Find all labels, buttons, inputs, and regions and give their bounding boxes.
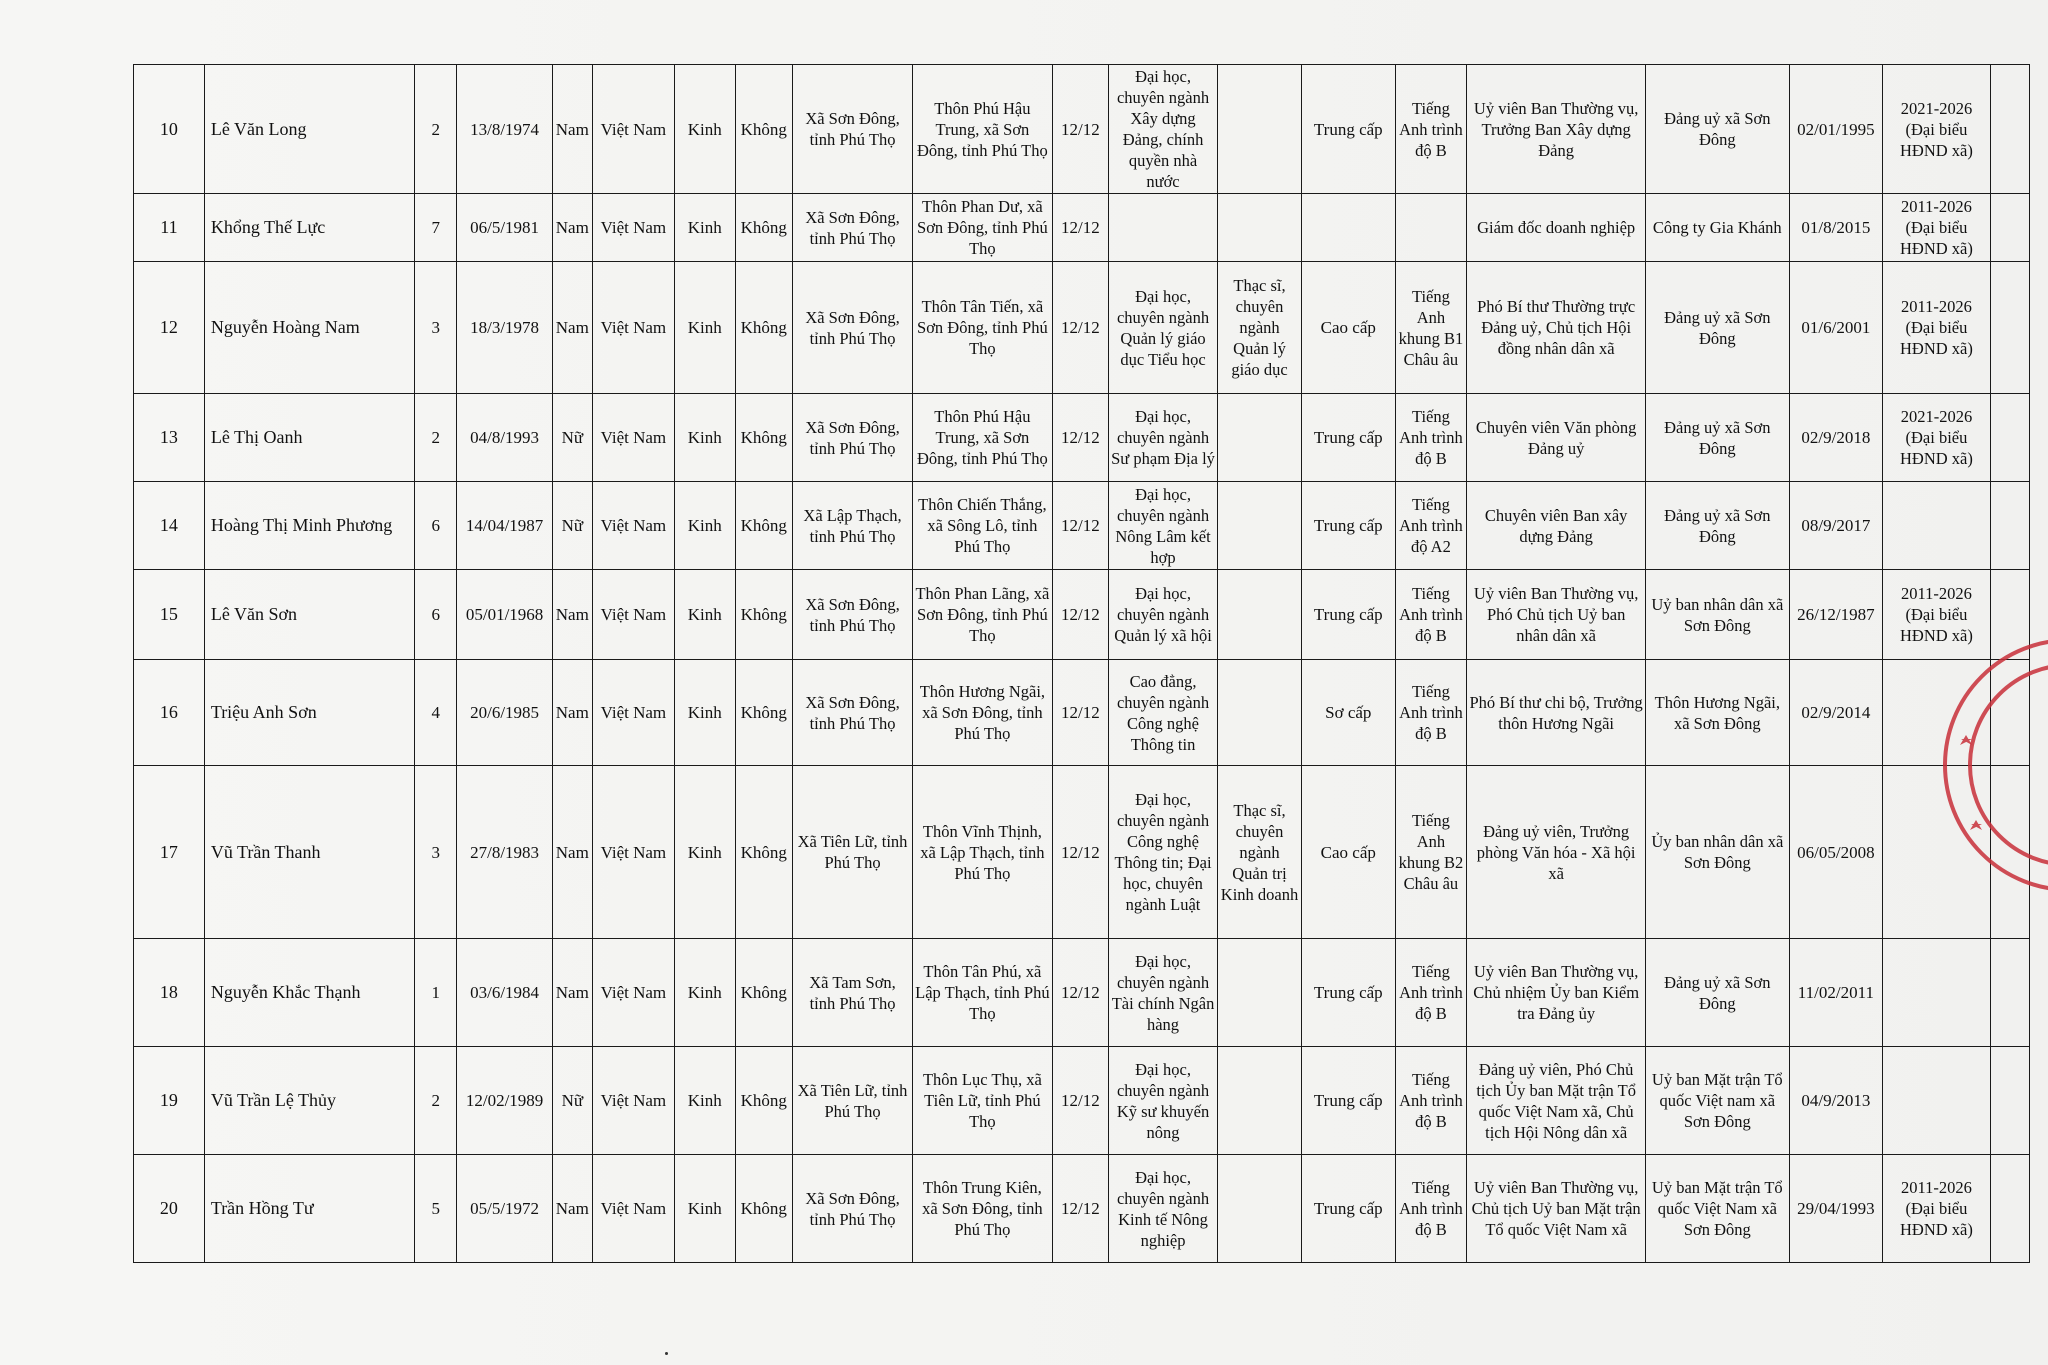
cell-nationality: Việt Nam xyxy=(592,1155,674,1263)
cell-extra xyxy=(1990,660,2029,766)
cell-religion: Không xyxy=(735,939,792,1047)
cell-general-edu: 12/12 xyxy=(1052,570,1108,660)
cell-religion: Không xyxy=(735,394,792,482)
cell-degree xyxy=(1217,1155,1301,1263)
cell-council xyxy=(1883,1047,1991,1155)
cell-gender: Nữ xyxy=(552,1047,592,1155)
cell-name: Hoàng Thị Minh Phương xyxy=(204,482,414,570)
cell-major: Đại học, chuyên ngành Sư phạm Địa lý xyxy=(1109,394,1218,482)
table-row xyxy=(134,570,2030,660)
cell-degree: Thạc sĩ, chuyên ngành Quản lý giáo dục xyxy=(1217,262,1301,394)
cell-stt: 19 xyxy=(134,1047,205,1155)
cell-language: Tiếng Anh trình độ B xyxy=(1395,1155,1467,1263)
cell-nationality: Việt Nam xyxy=(592,482,674,570)
cell-general-edu: 12/12 xyxy=(1052,1047,1108,1155)
cell-religion: Không xyxy=(735,570,792,660)
cell-dob: 20/6/1985 xyxy=(457,660,552,766)
cell-extra xyxy=(1990,1155,2029,1263)
cell-workplace: Uỷ ban Mặt trận Tổ quốc Việt nam xã Sơn Đông xyxy=(1645,1047,1789,1155)
cell-position: Phó Bí thư chi bộ, Trưởng thôn Hương Ngãi xyxy=(1467,660,1646,766)
cell-workplace: Đảng uỷ xã Sơn Đông xyxy=(1645,262,1789,394)
cell-stt: 11 xyxy=(134,194,205,262)
cell-religion: Không xyxy=(735,482,792,570)
cell-major: Đại học, chuyên ngành Kỹ sư khuyến nông xyxy=(1109,1047,1218,1155)
cell-hometown: Xã Tiên Lữ, tỉnh Phú Thọ xyxy=(792,1047,912,1155)
cell-nationality: Việt Nam xyxy=(592,194,674,262)
cell-gender: Nam xyxy=(552,65,592,194)
cell-position: Đảng uỷ viên, Trưởng phòng Văn hóa - Xã hội xã xyxy=(1467,766,1646,939)
table-row xyxy=(134,939,2030,1047)
cell-council: 2021-2026 (Đại biểu HĐND xã) xyxy=(1883,394,1991,482)
cell-name: Triệu Anh Sơn xyxy=(204,660,414,766)
cell-extra xyxy=(1990,194,2029,262)
cell-general-edu: 12/12 xyxy=(1052,194,1108,262)
cell-nationality: Việt Nam xyxy=(592,570,674,660)
cell-hometown: Xã Sơn Đông, tỉnh Phú Thọ xyxy=(792,660,912,766)
cell-col3: 6 xyxy=(415,482,457,570)
cell-workplace: Đảng uỷ xã Sơn Đông xyxy=(1645,482,1789,570)
cell-general-edu: 12/12 xyxy=(1052,482,1108,570)
cell-ethnic: Kinh xyxy=(674,1155,735,1263)
table-row xyxy=(134,65,2030,194)
cell-stt: 18 xyxy=(134,939,205,1047)
cell-position: Đảng uỷ viên, Phó Chủ tịch Ủy ban Mặt trận Tổ quốc Việt Nam xã, Chủ tịch Hội Nông dân xã xyxy=(1467,1047,1646,1155)
cell-dob: 13/8/1974 xyxy=(457,65,552,194)
cell-name: Lê Thị Oanh xyxy=(204,394,414,482)
cell-position: Chuyên viên Ban xây dựng Đảng xyxy=(1467,482,1646,570)
cell-degree xyxy=(1217,65,1301,194)
cell-religion: Không xyxy=(735,1155,792,1263)
cell-party-date: 02/01/1995 xyxy=(1789,65,1882,194)
cell-residence: Thôn Tân Tiến, xã Sơn Đông, tỉnh Phú Thọ xyxy=(913,262,1053,394)
cell-ethnic: Kinh xyxy=(674,65,735,194)
cell-col3: 2 xyxy=(415,394,457,482)
cell-language: Tiếng Anh trình độ B xyxy=(1395,1047,1467,1155)
cell-party-date: 04/9/2013 xyxy=(1789,1047,1882,1155)
cell-hometown: Xã Lập Thạch, tỉnh Phú Thọ xyxy=(792,482,912,570)
cell-degree xyxy=(1217,939,1301,1047)
cell-religion: Không xyxy=(735,660,792,766)
cell-nationality: Việt Nam xyxy=(592,660,674,766)
cell-religion: Không xyxy=(735,262,792,394)
cell-party-date: 01/8/2015 xyxy=(1789,194,1882,262)
speck xyxy=(665,1352,668,1355)
cell-residence: Thôn Vĩnh Thịnh, xã Lập Thạch, tỉnh Phú Thọ xyxy=(913,766,1053,939)
cell-party-date: 02/9/2014 xyxy=(1789,660,1882,766)
cell-gender: Nữ xyxy=(552,394,592,482)
cell-degree xyxy=(1217,660,1301,766)
cell-residence: Thôn Tân Phú, xã Lập Thạch, tỉnh Phú Thọ xyxy=(913,939,1053,1047)
cell-col3: 3 xyxy=(415,262,457,394)
cell-dob: 04/8/1993 xyxy=(457,394,552,482)
cell-language: Tiếng Anh khung B2 Châu âu xyxy=(1395,766,1467,939)
cell-council: 2011-2026 (Đại biểu HĐND xã) xyxy=(1883,570,1991,660)
cell-residence: Thôn Phan Dư, xã Sơn Đông, tỉnh Phú Thọ xyxy=(913,194,1053,262)
cell-workplace: Uỷ ban nhân dân xã Sơn Đông xyxy=(1645,570,1789,660)
cell-nationality: Việt Nam xyxy=(592,65,674,194)
cell-name: Lê Văn Sơn xyxy=(204,570,414,660)
cell-political: Trung cấp xyxy=(1302,1155,1395,1263)
cell-residence: Thôn Phan Lãng, xã Sơn Đông, tỉnh Phú Thọ xyxy=(913,570,1053,660)
cell-col3: 7 xyxy=(415,194,457,262)
cell-political xyxy=(1302,194,1395,262)
cell-ethnic: Kinh xyxy=(674,766,735,939)
cell-degree xyxy=(1217,194,1301,262)
cell-name: Trần Hồng Tư xyxy=(204,1155,414,1263)
cell-council: 2011-2026 (Đại biểu HĐND xã) xyxy=(1883,1155,1991,1263)
cell-major: Đại học, chuyên ngành Kinh tế Nông nghiệp xyxy=(1109,1155,1218,1263)
cell-hometown: Xã Sơn Đông, tỉnh Phú Thọ xyxy=(792,570,912,660)
cell-gender: Nam xyxy=(552,262,592,394)
cell-ethnic: Kinh xyxy=(674,194,735,262)
cell-residence: Thôn Phú Hậu Trung, xã Sơn Đông, tỉnh Phú Thọ xyxy=(913,394,1053,482)
cell-col3: 2 xyxy=(415,65,457,194)
cell-council xyxy=(1883,939,1991,1047)
cell-religion: Không xyxy=(735,65,792,194)
cell-religion: Không xyxy=(735,194,792,262)
cell-workplace: Uỷ ban Mặt trận Tổ quốc Việt Nam xã Sơn Đông xyxy=(1645,1155,1789,1263)
cell-workplace: Ủy ban nhân dân xã Sơn Đông xyxy=(1645,766,1789,939)
cell-major: Cao đẳng, chuyên ngành Công nghệ Thông tin xyxy=(1109,660,1218,766)
table-row xyxy=(134,1047,2030,1155)
cell-extra xyxy=(1990,482,2029,570)
cell-political: Trung cấp xyxy=(1302,570,1395,660)
cell-language: Tiếng Anh trình độ A2 xyxy=(1395,482,1467,570)
cell-political: Trung cấp xyxy=(1302,65,1395,194)
cell-major: Đại học, chuyên ngành Nông Lâm kết hợp xyxy=(1109,482,1218,570)
cell-council xyxy=(1883,766,1991,939)
cell-name: Khổng Thế Lực xyxy=(204,194,414,262)
cell-general-edu: 12/12 xyxy=(1052,394,1108,482)
cell-major: Đại học, chuyên ngành Xây dựng Đảng, chính quyền nhà nước xyxy=(1109,65,1218,194)
cell-hometown: Xã Tam Sơn, tỉnh Phú Thọ xyxy=(792,939,912,1047)
cell-workplace: Đảng uỷ xã Sơn Đông xyxy=(1645,65,1789,194)
cell-extra xyxy=(1990,766,2029,939)
cell-language: Tiếng Anh trình độ B xyxy=(1395,570,1467,660)
cell-major: Đại học, chuyên ngành Quản lý giáo dục Tiểu học xyxy=(1109,262,1218,394)
cell-language: Tiếng Anh trình độ B xyxy=(1395,394,1467,482)
cell-hometown: Xã Sơn Đông, tỉnh Phú Thọ xyxy=(792,394,912,482)
cell-dob: 05/5/1972 xyxy=(457,1155,552,1263)
cell-position: Giám đốc doanh nghiệp xyxy=(1467,194,1646,262)
cell-religion: Không xyxy=(735,1047,792,1155)
cell-degree: Thạc sĩ, chuyên ngành Quản trị Kinh doanh xyxy=(1217,766,1301,939)
table-row xyxy=(134,660,2030,766)
cell-name: Nguyễn Khắc Thạnh xyxy=(204,939,414,1047)
cell-gender: Nam xyxy=(552,570,592,660)
cell-major xyxy=(1109,194,1218,262)
cell-nationality: Việt Nam xyxy=(592,766,674,939)
cell-party-date: 06/05/2008 xyxy=(1789,766,1882,939)
cell-dob: 14/04/1987 xyxy=(457,482,552,570)
cell-gender: Nam xyxy=(552,766,592,939)
cell-residence: Thôn Phú Hậu Trung, xã Sơn Đông, tỉnh Phú Thọ xyxy=(913,65,1053,194)
cell-hometown: Xã Tiên Lữ, tỉnh Phú Thọ xyxy=(792,766,912,939)
cell-extra xyxy=(1990,1047,2029,1155)
cell-language: Tiếng Anh trình độ B xyxy=(1395,939,1467,1047)
cell-council xyxy=(1883,482,1991,570)
cell-degree xyxy=(1217,482,1301,570)
cell-party-date: 02/9/2018 xyxy=(1789,394,1882,482)
cell-party-date: 26/12/1987 xyxy=(1789,570,1882,660)
cell-name: Vũ Trần Thanh xyxy=(204,766,414,939)
cell-party-date: 11/02/2011 xyxy=(1789,939,1882,1047)
cell-position: Phó Bí thư Thường trực Đảng uỷ, Chủ tịch Hội đồng nhân dân xã xyxy=(1467,262,1646,394)
cell-general-edu: 12/12 xyxy=(1052,65,1108,194)
cell-major: Đại học, chuyên ngành Công nghệ Thông tin; Đại học, chuyên ngành Luật xyxy=(1109,766,1218,939)
table-body xyxy=(134,65,2030,1263)
cell-hometown: Xã Sơn Đông, tỉnh Phú Thọ xyxy=(792,65,912,194)
cell-extra xyxy=(1990,65,2029,194)
cell-party-date: 29/04/1993 xyxy=(1789,1155,1882,1263)
cell-political: Trung cấp xyxy=(1302,939,1395,1047)
cell-gender: Nữ xyxy=(552,482,592,570)
cell-gender: Nam xyxy=(552,194,592,262)
cell-extra xyxy=(1990,262,2029,394)
cell-col3: 4 xyxy=(415,660,457,766)
table-row xyxy=(134,482,2030,570)
cell-workplace: Đảng uỷ xã Sơn Đông xyxy=(1645,939,1789,1047)
cell-nationality: Việt Nam xyxy=(592,262,674,394)
cell-nationality: Việt Nam xyxy=(592,939,674,1047)
table-row xyxy=(134,262,2030,394)
cell-ethnic: Kinh xyxy=(674,394,735,482)
cell-position: Uỷ viên Ban Thường vụ, Phó Chủ tịch Uỷ ban nhân dân xã xyxy=(1467,570,1646,660)
cell-workplace: Công ty Gia Khánh xyxy=(1645,194,1789,262)
cell-hometown: Xã Sơn Đông, tỉnh Phú Thọ xyxy=(792,262,912,394)
cell-political: Sơ cấp xyxy=(1302,660,1395,766)
cell-ethnic: Kinh xyxy=(674,262,735,394)
table-row xyxy=(134,766,2030,939)
cell-extra xyxy=(1990,394,2029,482)
cell-name: Lê Văn Long xyxy=(204,65,414,194)
cell-name: Nguyễn Hoàng Nam xyxy=(204,262,414,394)
cell-residence: Thôn Hương Ngãi, xã Sơn Đông, tỉnh Phú Thọ xyxy=(913,660,1053,766)
cell-stt: 13 xyxy=(134,394,205,482)
cell-position: Uỷ viên Ban Thường vụ, Chủ nhiệm Ủy ban Kiểm tra Đảng ủy xyxy=(1467,939,1646,1047)
cell-stt: 14 xyxy=(134,482,205,570)
table-row xyxy=(134,394,2030,482)
cell-general-edu: 12/12 xyxy=(1052,1155,1108,1263)
cell-hometown: Xã Sơn Đông, tỉnh Phú Thọ xyxy=(792,1155,912,1263)
table-row xyxy=(134,1155,2030,1263)
cell-council xyxy=(1883,660,1991,766)
cell-general-edu: 12/12 xyxy=(1052,766,1108,939)
cell-dob: 27/8/1983 xyxy=(457,766,552,939)
cell-general-edu: 12/12 xyxy=(1052,939,1108,1047)
cell-col3: 5 xyxy=(415,1155,457,1263)
cell-stt: 17 xyxy=(134,766,205,939)
cell-workplace: Đảng uỷ xã Sơn Đông xyxy=(1645,394,1789,482)
cell-general-edu: 12/12 xyxy=(1052,262,1108,394)
cell-col3: 1 xyxy=(415,939,457,1047)
cell-ethnic: Kinh xyxy=(674,660,735,766)
cell-ethnic: Kinh xyxy=(674,570,735,660)
cell-ethnic: Kinh xyxy=(674,1047,735,1155)
cell-hometown: Xã Sơn Đông, tỉnh Phú Thọ xyxy=(792,194,912,262)
cell-dob: 18/3/1978 xyxy=(457,262,552,394)
cell-language xyxy=(1395,194,1467,262)
cell-dob: 05/01/1968 xyxy=(457,570,552,660)
cell-gender: Nam xyxy=(552,1155,592,1263)
cell-stt: 16 xyxy=(134,660,205,766)
cell-degree xyxy=(1217,394,1301,482)
cell-residence: Thôn Trung Kiên, xã Sơn Đông, tỉnh Phú Thọ xyxy=(913,1155,1053,1263)
cell-col3: 6 xyxy=(415,570,457,660)
cell-position: Chuyên viên Văn phòng Đảng uỷ xyxy=(1467,394,1646,482)
cell-stt: 10 xyxy=(134,65,205,194)
cell-col3: 2 xyxy=(415,1047,457,1155)
cell-nationality: Việt Nam xyxy=(592,1047,674,1155)
cell-council: 2021-2026 (Đại biểu HĐND xã) xyxy=(1883,65,1991,194)
cell-political: Trung cấp xyxy=(1302,394,1395,482)
cell-dob: 06/5/1981 xyxy=(457,194,552,262)
cell-dob: 12/02/1989 xyxy=(457,1047,552,1155)
cell-council: 2011-2026 (Đại biểu HĐND xã) xyxy=(1883,194,1991,262)
table-row xyxy=(134,194,2030,262)
cell-general-edu: 12/12 xyxy=(1052,660,1108,766)
cell-political: Trung cấp xyxy=(1302,482,1395,570)
cell-degree xyxy=(1217,1047,1301,1155)
cell-stt: 15 xyxy=(134,570,205,660)
cell-name: Vũ Trần Lệ Thủy xyxy=(204,1047,414,1155)
cell-position: Uỷ viên Ban Thường vụ, Trưởng Ban Xây dựng Đảng xyxy=(1467,65,1646,194)
candidate-table xyxy=(133,64,2030,1263)
cell-stt: 12 xyxy=(134,262,205,394)
cell-col3: 3 xyxy=(415,766,457,939)
cell-dob: 03/6/1984 xyxy=(457,939,552,1047)
cell-stt: 20 xyxy=(134,1155,205,1263)
cell-language: Tiếng Anh trình độ B xyxy=(1395,660,1467,766)
cell-residence: Thôn Chiến Thắng, xã Sông Lô, tỉnh Phú Thọ xyxy=(913,482,1053,570)
cell-ethnic: Kinh xyxy=(674,482,735,570)
cell-political: Cao cấp xyxy=(1302,262,1395,394)
cell-residence: Thôn Lục Thụ, xã Tiên Lữ, tỉnh Phú Thọ xyxy=(913,1047,1053,1155)
cell-ethnic: Kinh xyxy=(674,939,735,1047)
cell-extra xyxy=(1990,939,2029,1047)
cell-party-date: 01/6/2001 xyxy=(1789,262,1882,394)
cell-political: Trung cấp xyxy=(1302,1047,1395,1155)
cell-party-date: 08/9/2017 xyxy=(1789,482,1882,570)
cell-language: Tiếng Anh khung B1 Châu âu xyxy=(1395,262,1467,394)
cell-workplace: Thôn Hương Ngãi, xã Sơn Đông xyxy=(1645,660,1789,766)
cell-extra xyxy=(1990,570,2029,660)
cell-major: Đại học, chuyên ngành Quản lý xã hội xyxy=(1109,570,1218,660)
cell-gender: Nam xyxy=(552,660,592,766)
cell-political: Cao cấp xyxy=(1302,766,1395,939)
cell-position: Uỷ viên Ban Thường vụ, Chủ tịch Uỷ ban Mặt trận Tổ quốc Việt Nam xã xyxy=(1467,1155,1646,1263)
cell-language: Tiếng Anh trình độ B xyxy=(1395,65,1467,194)
cell-degree xyxy=(1217,570,1301,660)
cell-nationality: Việt Nam xyxy=(592,394,674,482)
cell-major: Đại học, chuyên ngành Tài chính Ngân hàng xyxy=(1109,939,1218,1047)
cell-gender: Nam xyxy=(552,939,592,1047)
cell-council: 2011-2026 (Đại biểu HĐND xã) xyxy=(1883,262,1991,394)
cell-religion: Không xyxy=(735,766,792,939)
